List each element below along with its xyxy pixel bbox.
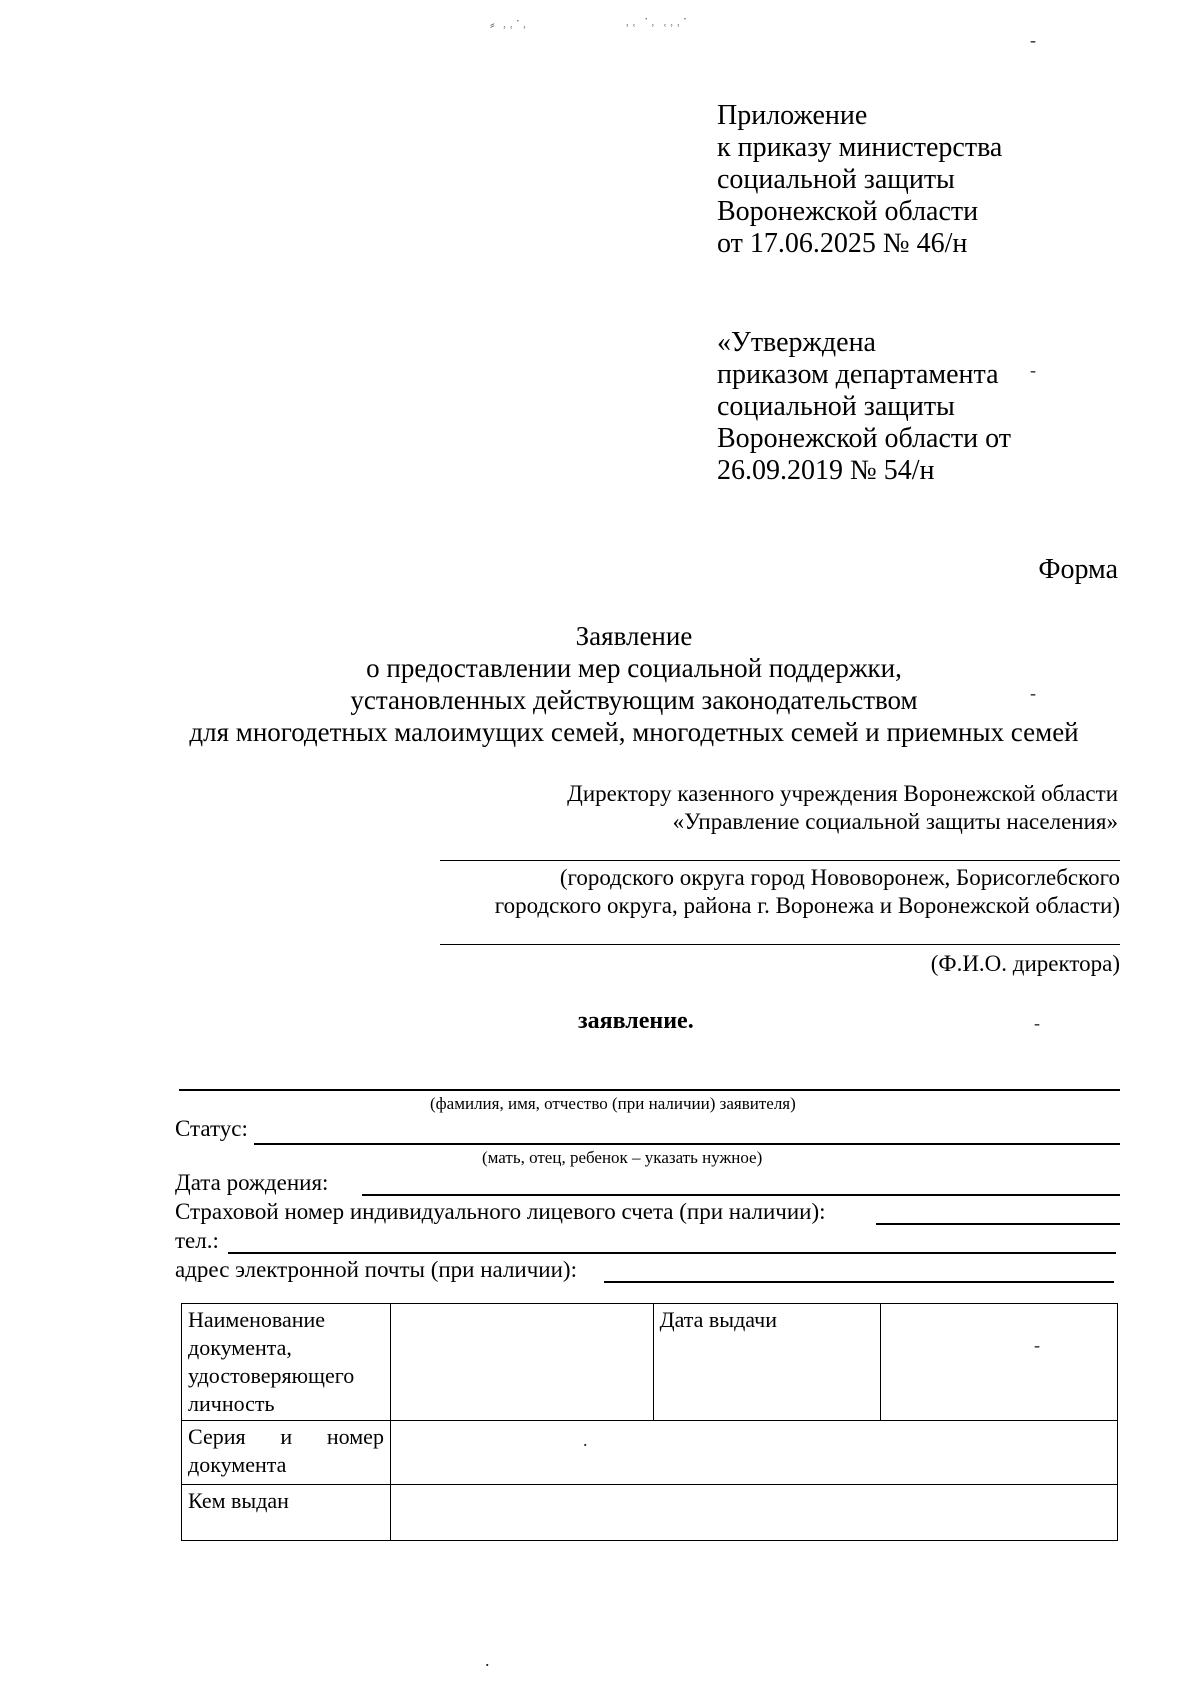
director-hint: (Ф.И.О. директора): [930, 951, 1120, 976]
title-line: Заявление: [575, 621, 693, 651]
status-hint: (мать, отец, ребенок – указать нужное): [482, 1148, 763, 1167]
series-number-cell[interactable]: [390, 1421, 1117, 1485]
title-line: установленных действующим законодательством: [350, 685, 918, 715]
scan-artifact: ‐: [1030, 30, 1036, 50]
appendix-line: социальной защиты: [717, 164, 955, 195]
statement-heading: заявление.: [578, 1008, 694, 1034]
birth-date-line[interactable]: [362, 1194, 1120, 1196]
appendix-line: к приказу министерства: [717, 132, 1003, 163]
approved-line: приказом департамента: [717, 359, 999, 390]
scan-artifact: .: [485, 1650, 490, 1670]
scan-artifact: ‐: [1030, 683, 1036, 703]
document-title: [150, 620, 1118, 748]
approved-line: Воронежской области от: [717, 423, 1011, 454]
addressee-block: [567, 780, 1118, 836]
table-row: [182, 1421, 1118, 1485]
status-line[interactable]: [254, 1143, 1120, 1145]
scan-artifact: .: [583, 1430, 588, 1450]
phone-label: тел.:: [175, 1228, 219, 1253]
approved-line: «Утверждена: [717, 327, 876, 358]
table-row: [182, 1485, 1118, 1541]
issue-date-cell[interactable]: [881, 1304, 1118, 1421]
title-line: о предоставлении мер социальной поддержки,: [366, 653, 902, 683]
appendix-line: от 17.06.2025 № 46/н: [717, 228, 968, 259]
birth-date-label: Дата рождения:: [175, 1170, 329, 1195]
issued-by-cell[interactable]: [390, 1485, 1117, 1541]
form-label: Форма: [1038, 554, 1118, 585]
district-line[interactable]: [440, 860, 1120, 861]
snils-label: Страховой номер индивидуального лицевого счета (при наличии):: [175, 1199, 826, 1224]
doc-name-cell[interactable]: [390, 1304, 653, 1421]
district-hint: [495, 864, 1120, 920]
addressee-line: «Управление социальной защиты населения»: [672, 809, 1118, 834]
status-label: Статус:: [175, 1116, 248, 1141]
doc-name-label: Наименование документа, удостоверяющего личность: [182, 1304, 391, 1421]
scan-artifact: ‐: [1034, 1335, 1040, 1355]
district-hint-line: городского округа, района г. Воронежа и Воронежской области): [494, 893, 1120, 918]
title-line: для многодетных малоимущих семей, многодетных семей и приемных семей: [189, 717, 1079, 747]
approved-line: 26.09.2019 № 54/н: [717, 455, 935, 486]
issued-by-label: Кем выдан: [182, 1485, 391, 1541]
director-name-line[interactable]: [440, 944, 1120, 945]
phone-line[interactable]: [228, 1252, 1116, 1254]
scan-artifact: ⸗ ˒˓˙˒: [490, 18, 529, 33]
appendix-block: [717, 100, 1002, 260]
snils-line[interactable]: [876, 1223, 1120, 1225]
email-line[interactable]: [604, 1281, 1114, 1283]
applicant-name-hint: (фамилия, имя, отчество (при наличии) заявителя): [430, 1094, 796, 1113]
appendix-line: Воронежской области: [717, 196, 979, 227]
addressee-line: Директору казенного учреждения Воронежской области: [567, 781, 1118, 806]
scan-artifact: ˒˓ ˙˒ ˓˒˓˙: [625, 16, 690, 31]
scan-artifact: ‐: [1034, 1013, 1040, 1033]
appendix-line: Приложение: [717, 100, 868, 131]
scan-artifact: ‐: [1030, 360, 1036, 380]
series-number-label: Серия и номер документа: [182, 1421, 391, 1485]
approved-block: [717, 327, 1011, 487]
district-hint-line: (городского округа город Нововоронеж, Борисоглебского: [559, 865, 1120, 890]
approved-line: социальной защиты: [717, 391, 955, 422]
id-document-table: [181, 1303, 1118, 1541]
email-label: адрес электронной почты (при наличии):: [175, 1257, 577, 1282]
applicant-name-line[interactable]: [179, 1089, 1120, 1091]
issue-date-label: Дата выдачи: [653, 1304, 881, 1421]
table-row: [182, 1304, 1118, 1421]
